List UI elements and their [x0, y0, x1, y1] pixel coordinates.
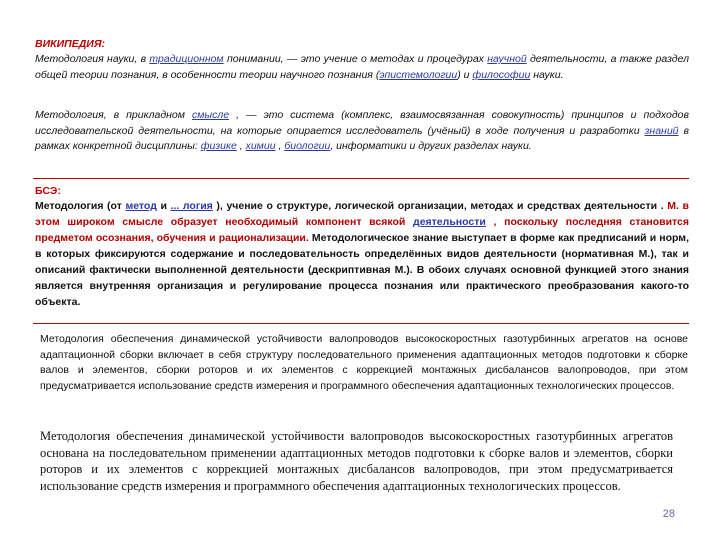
- highlighted-text: М. в этом широком смысле образует необходимый компонент всякой: [35, 200, 689, 228]
- link-knowledge[interactable]: знаний: [644, 124, 679, 137]
- wiki-heading: ВИКИПЕДИЯ:: [35, 38, 105, 50]
- methodology-paragraph-serif: Методология обеспечения динамической устойчивости валопроводов высокоскоростных газотурбинных агрегатов основана на последовательном применении адаптационных методов подготовки к сборке валов и элементов, сборки роторов и их элементов с коррекцией монтажных дисбалансов валопроводов, при этом предусматривается использование средств измерения и программного обеспечения адаптационных технологических процессов.: [40, 429, 673, 493]
- wiki-paragraph-1: [35, 52, 689, 83]
- text-run: Методология, в прикладном: [35, 109, 192, 121]
- text-run: Методология (от: [35, 200, 126, 212]
- text-run: Методологическое знание выступает в форме как предписаний и норм, в которых фиксируются содержание и последовательность определённых видов деятельности (нормативная М.), так и описаний фактически выполненной деятельности (дескриптивная М.). В обоих случаях основной функцией этого знания является внутренняя организация и регулирование процесса познания или практического преобразования какого-то объекта.: [35, 232, 689, 308]
- link-sense[interactable]: смысле: [191, 109, 230, 121]
- text-run: , информатики и других разделах науки.: [330, 140, 532, 152]
- bse-heading: БСЭ:: [35, 185, 61, 197]
- text-run: , — это система (комплекс, взаимосвязанная совокупность) принципов и подходов исследовательской деятельности, на которые опирается исследователь (учёный) в ходе получения и разработки: [35, 109, 689, 137]
- divider-line: [33, 178, 689, 179]
- link-biology[interactable]: биологии: [284, 140, 331, 152]
- link-epistemology[interactable]: эпистемологии: [379, 68, 458, 81]
- link-scientific[interactable]: научной: [487, 53, 527, 65]
- wiki-paragraph-2: [35, 108, 689, 155]
- text-run: понимании, — это учение о методах и процедурах: [223, 53, 488, 65]
- text-run: в рамках конкретной дисциплины:: [35, 124, 689, 152]
- link-logia[interactable]: ... логия: [170, 200, 213, 212]
- methodology-paragraph-sans: Методология обеспечения динамической устойчивости валопроводов высокоскоростных газотурбинных агрегатов на основе адаптационной сборки включает в себя структуру последовательного применения адаптационных методов подготовки к сборке валов и элементов, сборки роторов и их элементов с коррекцией монтажных дисбалансов валопроводов, при этом предусматривается использование средств измерения и программного обеспечения адаптационных технологических процессов.: [40, 333, 688, 392]
- text-run: ,: [275, 140, 285, 152]
- link-activity[interactable]: деятельности: [413, 216, 486, 228]
- highlighted-text: , поскольку последняя становится предметом осознания, обучения и рационализации.: [35, 216, 690, 244]
- bse-paragraph: [35, 198, 689, 310]
- link-chemistry[interactable]: химии: [245, 140, 276, 152]
- text-run: ), учение о структуре, логической организации, методах и средствах деятельности .: [212, 200, 668, 212]
- text-run: и: [156, 200, 171, 212]
- page-number: 28: [662, 508, 675, 520]
- link-physics[interactable]: физике: [200, 140, 237, 152]
- divider-line: [33, 323, 689, 324]
- link-method[interactable]: метод: [125, 200, 157, 212]
- text-run: науки.: [530, 68, 564, 81]
- text-run: Методология науки, в: [35, 53, 150, 65]
- text-run: ,: [236, 140, 246, 152]
- text-run: ) и: [457, 68, 473, 81]
- text-run: деятельности, а также раздел общей теории познания, в особенности теории научного познания (: [35, 53, 690, 81]
- link-traditional[interactable]: традиционном: [149, 53, 224, 65]
- link-philosophy[interactable]: философии: [472, 68, 531, 81]
